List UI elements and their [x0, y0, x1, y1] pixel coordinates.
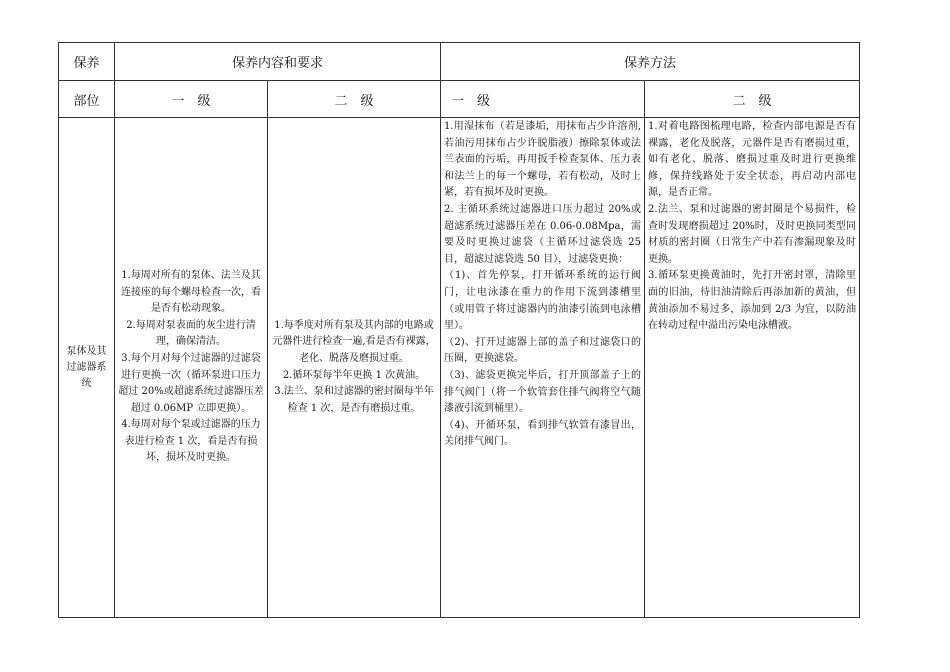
level2-content-cell: [268, 118, 441, 618]
level1-method-item: （3)、滤袋更换完毕后，打开顶部盖子上的排气阀门（将一个软管套住排气阀将空气随漆液引流到桶里）。: [444, 369, 642, 415]
part-cell: 泵体及其过滤器系统: [59, 118, 115, 618]
maintenance-table: [58, 42, 860, 618]
content-header: 保养内容和要求: [115, 43, 441, 81]
level2-content-header: 二 级: [268, 81, 441, 118]
level1-method-header: 一 级: [441, 81, 645, 118]
data-row: [59, 118, 860, 618]
level1-content-cell: [115, 118, 268, 618]
level2-content-item: 2.循环泵每半年更换 1 次黄油。: [282, 369, 426, 381]
part-header-top: 保养: [59, 43, 115, 81]
header-row-levels: [59, 81, 860, 118]
level2-method-header: 二 级: [645, 81, 860, 118]
level1-content-item: 2.每周对泵表面的灰尘进行清理，确保清洁。: [126, 319, 256, 348]
level1-method-item: （2)、打开过滤器上部的盖子和过滤袋口的压圈，更换滤袋。: [444, 336, 642, 365]
method-header: 保养方法: [441, 43, 860, 81]
level2-method-cell: [645, 118, 860, 618]
level1-content-item: 1.每周对所有的泵体、法兰及其连接座的每个螺母检查一次，看是否有松动现象。: [121, 269, 261, 315]
level2-content-item: 3.法兰、泵和过滤器的密封圈每半年检查 1 次，是否有磨损过重。: [274, 386, 434, 414]
level1-method-item: （4)、开循环泵，看到排气软管有漆冒出，关闭排气阀门。: [444, 419, 642, 448]
level1-content-item: 3.每个月对每个过滤器的过滤袋进行更换一次（循环泵进口压力超过 20%或超滤系统过滤器压差超过 0.06MP 立即更换）。: [118, 352, 264, 414]
level1-method-item: 1.用湿抹布（若是漆垢，用抹布占少许溶剂,若油污用抹布占少许脱脂液）擦除泵体或法兰表面的污垢，再用扳手检查泵体、压力表和法兰上的每一个螺母，若有松动，及时上紧，若有损坏及时更换。: [444, 121, 642, 199]
level1-method-item: 2. 主循环系统过滤器进口压力超过 20%或超滤系统过滤器压差在 0.06-0.08Mpa，需要及时更换过滤袋（主循环过滤袋选 25 目，超滤过滤袋选 50 目），过滤袋更换：: [444, 203, 642, 265]
level2-method-item: 3.循环泵更换黄油时，先打开密封罩，清除里面的旧油，待旧油清除后再添加新的黄油，但黄油添加不易过多，添加到 2/3 为宜，以防油在转动过程中溢出污染电泳槽液。: [648, 270, 857, 332]
level1-method-cell: [441, 118, 645, 618]
level1-content-header: 一 级: [115, 81, 268, 118]
level1-content-item: 4.每周对每个泵或过滤器的压力表进行检查 1 次，看是否有损坏，损坏及时更换。: [121, 419, 261, 464]
level1-method-item: （1)、首先停泵，打开循环系统的运行阀门，让电泳漆在重力的作用下流到漆槽里（或用管子将过滤器内的油漆引流到电泳槽里）。: [444, 270, 642, 332]
level2-method-item: 2.法兰、泵和过滤器的密封圈是个易损件，检查时发现磨损超过 20%时，及时更换同类型同材质的密封圈（日常生产中若有渗漏现象及时更换。: [648, 203, 857, 265]
level2-content-item: 1.每季度对所有泵及其内部的电路或元器件进行检查一遍,看是否有裸露，老化、脱落及磨损过重。: [272, 319, 436, 364]
part-header-bottom: 部位: [59, 81, 115, 118]
header-row-top: [59, 43, 860, 81]
level2-method-item: 1.对着电路图梳理电路，检查内部电源是否有裸露，老化及脱落，元器件是否有磨损过重，如有老化、脱落、磨损过重及时进行更换维修，保持线路处于安全状态，再启动内部电源，是否正常。: [648, 121, 857, 199]
